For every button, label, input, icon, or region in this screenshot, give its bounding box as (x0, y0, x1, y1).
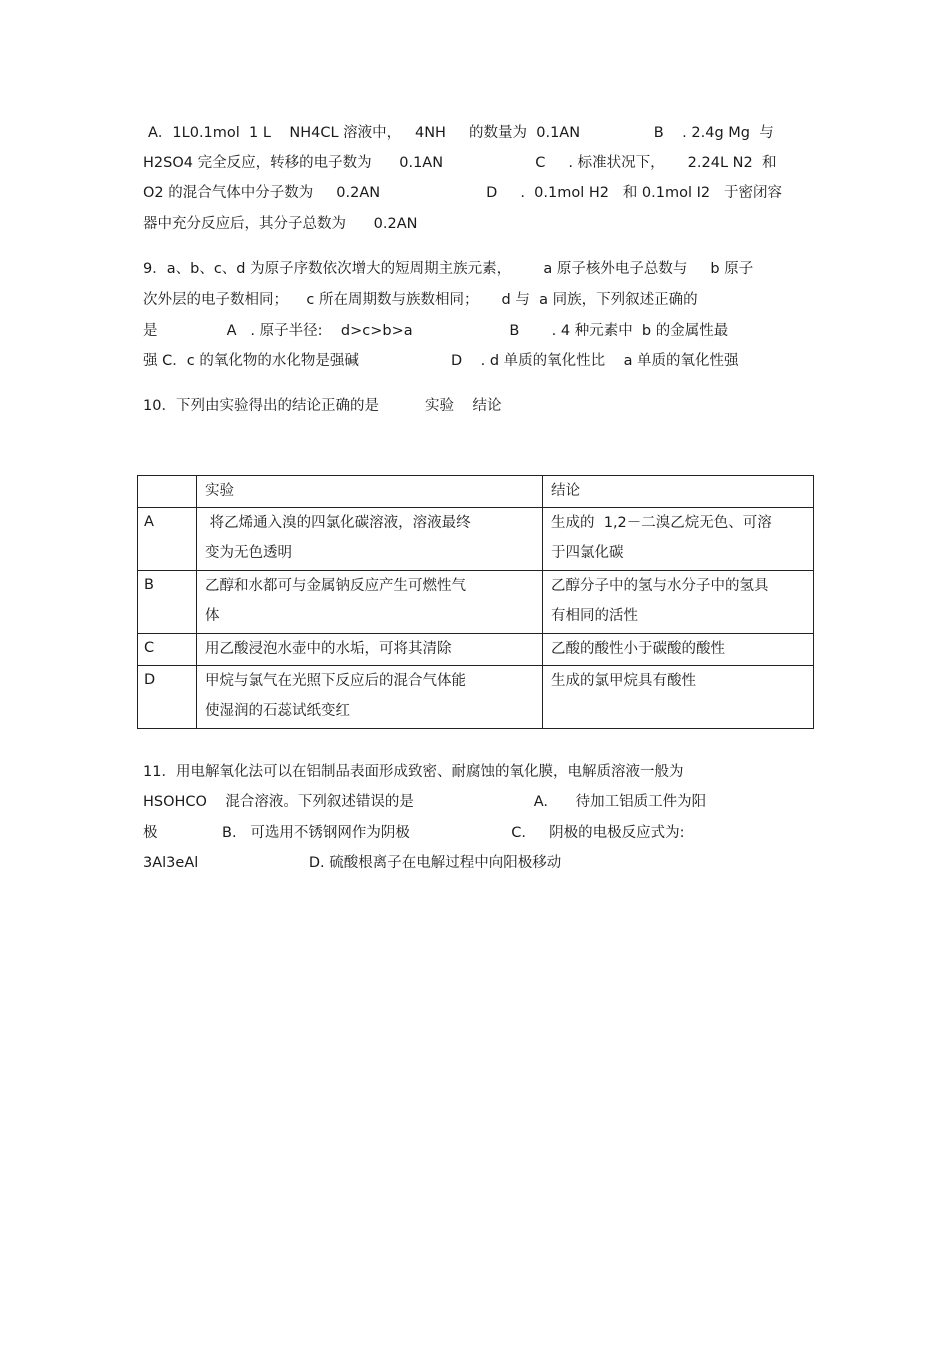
q8-line-1: A．1L0.1mol 1 L NH4CL 溶液中， 4NH 的数量为 0.1AN B . 2.4g Mg 与 (148, 125, 774, 141)
q11-line-1: 11．用电解氧化法可以在铝制品表面形成致密、耐腐蚀的氧化膜，电解质溶液一般为 (143, 764, 684, 780)
conclusion-text-line: 于四氯化碳 (551, 545, 624, 561)
experiment-text-line: 将乙烯通入溴的四氯化碳溶液，溶液最终 (205, 515, 471, 531)
conclusion-text-line: 生成的 1,2－二溴乙烷无色、可溶 (551, 515, 772, 531)
q11-line-4: 3Al3eAl D. 硫酸根离子在电解过程中向阳极移动 (143, 855, 562, 871)
q10-intro: 10．下列由实验得出的结论正确的是 实验 结论 (143, 398, 502, 414)
option-label: A (138, 508, 197, 571)
q8-line-4: 器中充分反应后，其分子总数为 0.2AN (143, 216, 418, 232)
experiment-text-line: 甲烷与氯气在光照下反应后的混合气体能 (205, 673, 466, 689)
option-label: C (138, 634, 197, 666)
q9-line-4: 强 C．c 的氧化物的水化物是强碱 D . d 单质的氧化性比 a 单质的氧化性强 (143, 353, 739, 369)
conclusion-cell (543, 508, 814, 571)
table-row (138, 666, 814, 729)
table-row (138, 508, 814, 571)
q11-line-2: HSOHCO 混合溶液。下列叙述错误的是 A. 待加工铝质工件为阳 (143, 794, 707, 810)
table-row (138, 571, 814, 634)
q8-line-2: H2SO4 完全反应，转移的电子数为 0.1AN C . 标准状况下， 2.24L N2 和 (143, 155, 777, 171)
experiment-conclusion-table (137, 475, 814, 729)
conclusion-cell (543, 571, 814, 634)
experiment-text-line: 使湿润的石蕊试纸变红 (205, 703, 350, 719)
experiment-cell (197, 571, 543, 634)
experiment-text-line: 乙醇和水都可与金属钠反应产生可燃性气 (205, 578, 466, 594)
table-header-experiment: 实验 (197, 476, 543, 508)
table-header-option (138, 476, 197, 508)
conclusion-cell (543, 666, 814, 729)
q11-line-3: 极 B. 可选用不锈钢网作为阴极 C. 阴极的电极反应式为: (143, 825, 685, 841)
conclusion-cell (543, 634, 814, 666)
experiment-cell (197, 634, 543, 666)
q8-line-3: O2 的混合气体中分子数为 0.2AN D . 0.1mol H2 和 0.1mol I2 于密闭容 (143, 185, 782, 201)
experiment-text-line: 体 (205, 608, 220, 624)
conclusion-text-line: 乙醇分子中的氢与水分子中的氢具 (551, 578, 769, 594)
q9-line-1: 9．a、b、c、d 为原子序数依次增大的短周期主族元素， a 原子核外电子总数与 b 原子 (143, 261, 754, 277)
experiment-cell (197, 508, 543, 571)
experiment-cell (197, 666, 543, 729)
table-header-conclusion: 结论 (543, 476, 814, 508)
option-label: D (138, 666, 197, 729)
q9-line-2: 次外层的电子数相同； c 所在周期数与族数相同； d 与 a 同族，下列叙述正确的 (143, 292, 698, 308)
option-label: B (138, 571, 197, 634)
conclusion-text-line: 有相同的活性 (551, 608, 638, 624)
conclusion-text-line: 生成的氯甲烷具有酸性 (551, 673, 696, 689)
table-row (138, 634, 814, 666)
table-header-row (138, 476, 814, 508)
conclusion-text-line: 乙酸的酸性小于碳酸的酸性 (551, 641, 725, 657)
experiment-text-line: 用乙酸浸泡水壶中的水垢，可将其清除 (205, 641, 452, 657)
experiment-text-line: 变为无色透明 (205, 545, 292, 561)
q9-line-3: 是 A . 原子半径: d>c>b>a B . 4 种元素中 b 的金属性最 (143, 323, 729, 339)
